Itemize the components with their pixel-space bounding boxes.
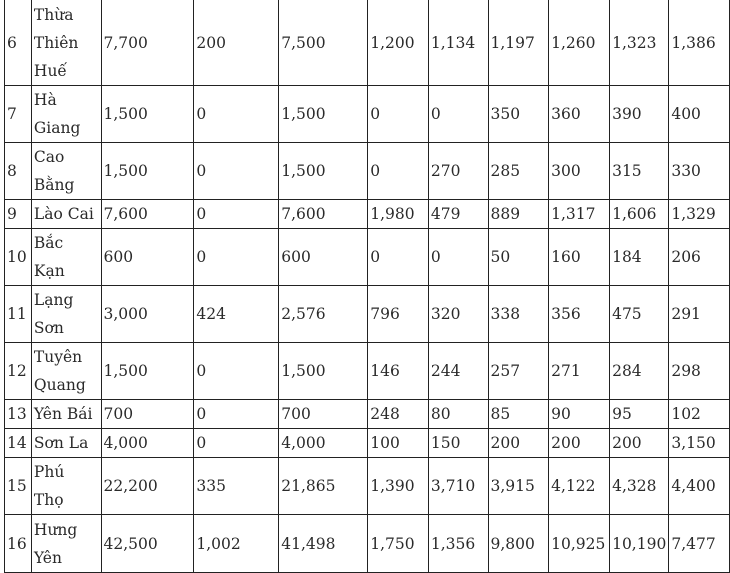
cell-value: 315 [610, 143, 669, 200]
table-row [5, 400, 730, 429]
cell-value: 400 [669, 86, 730, 143]
cell-value: 150 [428, 429, 488, 458]
cell-value: 1,317 [549, 200, 610, 229]
cell-value: 0 [194, 229, 279, 286]
cell-index: 16 [5, 515, 32, 573]
cell-province: Yên Bái [31, 400, 101, 429]
cell-value: 7,600 [101, 200, 194, 229]
cell-value: 102 [669, 400, 730, 429]
cell-value: 350 [488, 86, 549, 143]
cell-province: Lào Cai [31, 200, 101, 229]
cell-value: 300 [549, 143, 610, 200]
cell-value: 271 [549, 343, 610, 400]
cell-value: 4,328 [610, 458, 669, 515]
cell-value: 50 [488, 229, 549, 286]
cell-value: 200 [488, 429, 549, 458]
cell-province: Sơn La [31, 429, 101, 458]
table-body [5, 0, 730, 573]
cell-value: 200 [610, 429, 669, 458]
cell-value: 4,400 [669, 458, 730, 515]
cell-index: 13 [5, 400, 32, 429]
cell-value: 1,260 [549, 0, 610, 86]
cell-value: 285 [488, 143, 549, 200]
cell-index: 8 [5, 143, 32, 200]
cell-province: Tuyên Quang [31, 343, 101, 400]
table-row [5, 86, 730, 143]
cell-value: 4,122 [549, 458, 610, 515]
cell-value: 3,000 [101, 286, 194, 343]
cell-value: 320 [428, 286, 488, 343]
cell-value: 1,500 [101, 143, 194, 200]
cell-value: 1,980 [368, 200, 429, 229]
cell-value: 2,576 [279, 286, 368, 343]
cell-value: 257 [488, 343, 549, 400]
cell-value: 3,710 [428, 458, 488, 515]
cell-value: 1,386 [669, 0, 730, 86]
table-row [5, 429, 730, 458]
cell-value: 4,000 [279, 429, 368, 458]
cell-value: 206 [669, 229, 730, 286]
cell-value: 600 [279, 229, 368, 286]
province-data-table [4, 0, 730, 573]
cell-value: 1,500 [279, 143, 368, 200]
cell-value: 1,750 [368, 515, 429, 573]
cell-value: 700 [101, 400, 194, 429]
cell-value: 1,606 [610, 200, 669, 229]
cell-value: 21,865 [279, 458, 368, 515]
table-row [5, 515, 730, 573]
cell-value: 335 [194, 458, 279, 515]
cell-value: 0 [194, 143, 279, 200]
cell-value: 0 [368, 143, 429, 200]
cell-value: 1,197 [488, 0, 549, 86]
cell-value: 1,323 [610, 0, 669, 86]
table-row [5, 200, 730, 229]
cell-province: Bắc Kạn [31, 229, 101, 286]
cell-value: 0 [194, 343, 279, 400]
cell-value: 600 [101, 229, 194, 286]
cell-value: 330 [669, 143, 730, 200]
cell-province: Cao Bằng [31, 143, 101, 200]
cell-value: 796 [368, 286, 429, 343]
cell-index: 11 [5, 286, 32, 343]
table-row [5, 286, 730, 343]
cell-province: Hà Giang [31, 86, 101, 143]
cell-index: 14 [5, 429, 32, 458]
cell-index: 15 [5, 458, 32, 515]
cell-value: 41,498 [279, 515, 368, 573]
cell-value: 244 [428, 343, 488, 400]
cell-value: 0 [368, 229, 429, 286]
cell-value: 7,600 [279, 200, 368, 229]
cell-value: 146 [368, 343, 429, 400]
table-row [5, 143, 730, 200]
cell-value: 0 [194, 400, 279, 429]
cell-value: 7,700 [101, 0, 194, 86]
cell-value: 184 [610, 229, 669, 286]
cell-index: 10 [5, 229, 32, 286]
cell-value: 0 [428, 86, 488, 143]
cell-province: Thừa Thiên Huế [31, 0, 101, 86]
cell-value: 248 [368, 400, 429, 429]
cell-value: 1,500 [101, 86, 194, 143]
cell-value: 7,500 [279, 0, 368, 86]
cell-index: 12 [5, 343, 32, 400]
cell-value: 160 [549, 229, 610, 286]
table-row [5, 0, 730, 86]
table-row [5, 458, 730, 515]
cell-province: Lạng Sơn [31, 286, 101, 343]
cell-value: 1,500 [279, 86, 368, 143]
cell-value: 100 [368, 429, 429, 458]
cell-value: 1,002 [194, 515, 279, 573]
cell-value: 1,200 [368, 0, 429, 86]
cell-value: 338 [488, 286, 549, 343]
cell-value: 0 [194, 200, 279, 229]
cell-value: 85 [488, 400, 549, 429]
cell-value: 1,390 [368, 458, 429, 515]
cell-value: 479 [428, 200, 488, 229]
cell-value: 390 [610, 86, 669, 143]
cell-value: 700 [279, 400, 368, 429]
cell-value: 0 [428, 229, 488, 286]
cell-value: 1,329 [669, 200, 730, 229]
cell-value: 200 [549, 429, 610, 458]
cell-index: 9 [5, 200, 32, 229]
cell-value: 95 [610, 400, 669, 429]
cell-value: 9,800 [488, 515, 549, 573]
cell-value: 80 [428, 400, 488, 429]
cell-value: 0 [194, 429, 279, 458]
cell-value: 0 [194, 86, 279, 143]
cell-value: 475 [610, 286, 669, 343]
cell-value: 42,500 [101, 515, 194, 573]
cell-value: 10,925 [549, 515, 610, 573]
cell-province: Phú Thọ [31, 458, 101, 515]
cell-value: 1,134 [428, 0, 488, 86]
cell-index: 6 [5, 0, 32, 86]
cell-value: 270 [428, 143, 488, 200]
cell-value: 22,200 [101, 458, 194, 515]
cell-value: 284 [610, 343, 669, 400]
cell-value: 1,500 [279, 343, 368, 400]
cell-value: 1,356 [428, 515, 488, 573]
cell-value: 7,477 [669, 515, 730, 573]
cell-value: 1,500 [101, 343, 194, 400]
cell-value: 889 [488, 200, 549, 229]
cell-province: Hưng Yên [31, 515, 101, 573]
cell-value: 298 [669, 343, 730, 400]
cell-value: 0 [368, 86, 429, 143]
cell-index: 7 [5, 86, 32, 143]
cell-value: 424 [194, 286, 279, 343]
table-row [5, 343, 730, 400]
cell-value: 200 [194, 0, 279, 86]
table-row [5, 229, 730, 286]
cell-value: 4,000 [101, 429, 194, 458]
cell-value: 3,915 [488, 458, 549, 515]
cell-value: 360 [549, 86, 610, 143]
cell-value: 3,150 [669, 429, 730, 458]
cell-value: 10,190 [610, 515, 669, 573]
cell-value: 90 [549, 400, 610, 429]
cell-value: 356 [549, 286, 610, 343]
cell-value: 291 [669, 286, 730, 343]
